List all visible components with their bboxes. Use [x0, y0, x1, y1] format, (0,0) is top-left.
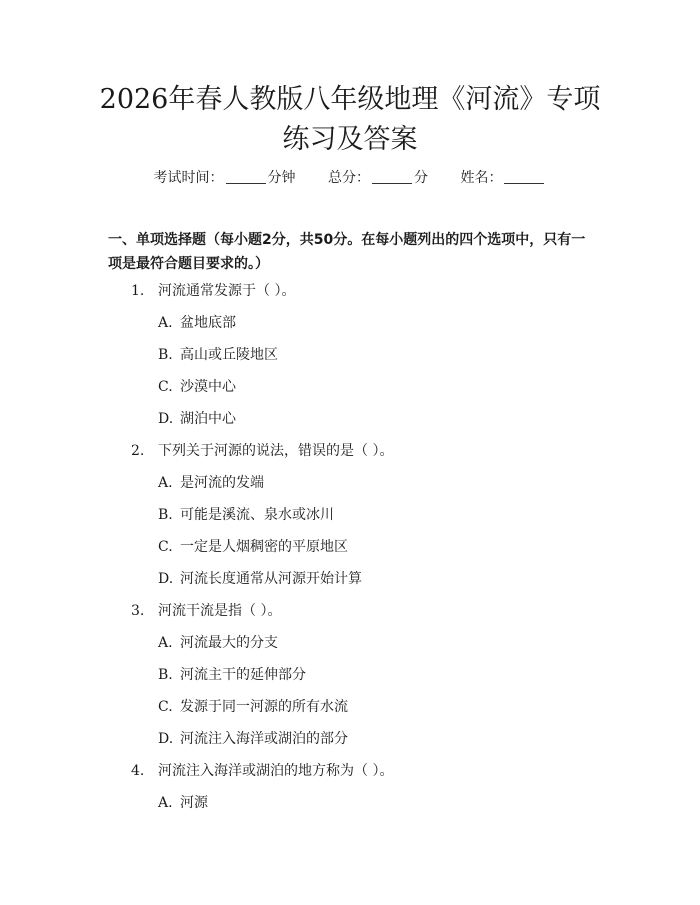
answer-option: [0, 728, 700, 760]
answer-option: [0, 344, 700, 376]
option-text: 发源于同一河源的所有水流: [180, 699, 348, 715]
answer-option: [0, 504, 700, 536]
question-stem-row: [0, 440, 700, 472]
question-number: 3.: [131, 603, 145, 619]
question-stem-row: [0, 280, 700, 312]
option-text: 湖泊中心: [180, 411, 236, 427]
option-text: 高山或丘陵地区: [180, 347, 278, 363]
option-text: 可能是溪流、泉水或冰川: [180, 507, 334, 523]
option-letter: B.: [158, 507, 173, 523]
question-stem: 河流干流是指（ ）。: [158, 603, 282, 619]
option-text: 沙漠中心: [180, 379, 236, 395]
option-letter: A.: [158, 475, 173, 491]
option-letter: C.: [158, 699, 173, 715]
option-letter: C.: [158, 539, 173, 555]
option-text: 一定是人烟稠密的平原地区: [180, 539, 348, 555]
question-stem-row: [0, 760, 700, 792]
document-title: 2026年春人教版八年级地理《河流》专项练习及答案: [99, 84, 601, 155]
question-item: [0, 760, 700, 824]
student-name-field: [460, 168, 546, 188]
question-item: [0, 600, 700, 760]
answer-option: [0, 376, 700, 408]
question-stem: 下列关于河源的说法，错误的是（ ）。: [158, 443, 394, 459]
answer-option: [0, 312, 700, 344]
option-letter: B.: [158, 667, 173, 683]
answer-option: [0, 408, 700, 440]
exam-time-unit: 分钟: [267, 170, 296, 186]
student-name-label: 姓名：: [460, 170, 503, 186]
option-letter: A.: [158, 315, 173, 331]
section-heading: 一、单项选择题（每小题2分，共50分。在每小题列出的四个选项中，只有一项是最符合题目要求的。）: [108, 232, 586, 272]
student-name-blank: [504, 169, 544, 184]
question-stem: 河流通常发源于（ ）。: [158, 283, 296, 299]
option-letter: D.: [158, 571, 174, 587]
question-number: 2.: [131, 443, 145, 459]
total-score-blank: [372, 169, 412, 184]
option-text: 河流长度通常从河源开始计算: [180, 571, 362, 587]
question-item: [0, 280, 700, 440]
option-text: 盆地底部: [180, 315, 236, 331]
question-number: 4.: [131, 763, 145, 779]
option-text: 河流注入海洋或湖泊的部分: [180, 731, 348, 747]
question-stem: 河流注入海洋或湖泊的地方称为（ ）。: [158, 763, 394, 779]
question-stem-row: [0, 600, 700, 632]
option-letter: A.: [158, 795, 173, 811]
exam-time-blank: [226, 169, 266, 184]
answer-option: [0, 568, 700, 600]
answer-option: [0, 792, 700, 824]
option-letter: C.: [158, 379, 173, 395]
exam-time-label: 考试时间：: [153, 170, 224, 186]
answer-option: [0, 664, 700, 696]
option-letter: A.: [158, 635, 173, 651]
answer-option: [0, 632, 700, 664]
option-text: 是河流的发端: [180, 475, 264, 491]
question-list: [0, 280, 700, 824]
exam-info-line: [0, 168, 700, 188]
question-number: 1.: [131, 283, 145, 299]
option-letter: D.: [158, 411, 174, 427]
answer-option: [0, 472, 700, 504]
total-score-label: 总分：: [328, 170, 370, 186]
answer-option: [0, 536, 700, 568]
exam-time-field: [154, 168, 296, 188]
question-item: [0, 440, 700, 600]
total-score-unit: 分: [414, 170, 428, 186]
option-text: 河流最大的分支: [180, 635, 278, 651]
option-text: 河流主干的延伸部分: [180, 667, 306, 683]
option-letter: B.: [158, 347, 173, 363]
option-text: 河源: [180, 795, 208, 811]
answer-option: [0, 696, 700, 728]
total-score-field: [328, 168, 428, 188]
option-letter: D.: [158, 731, 174, 747]
